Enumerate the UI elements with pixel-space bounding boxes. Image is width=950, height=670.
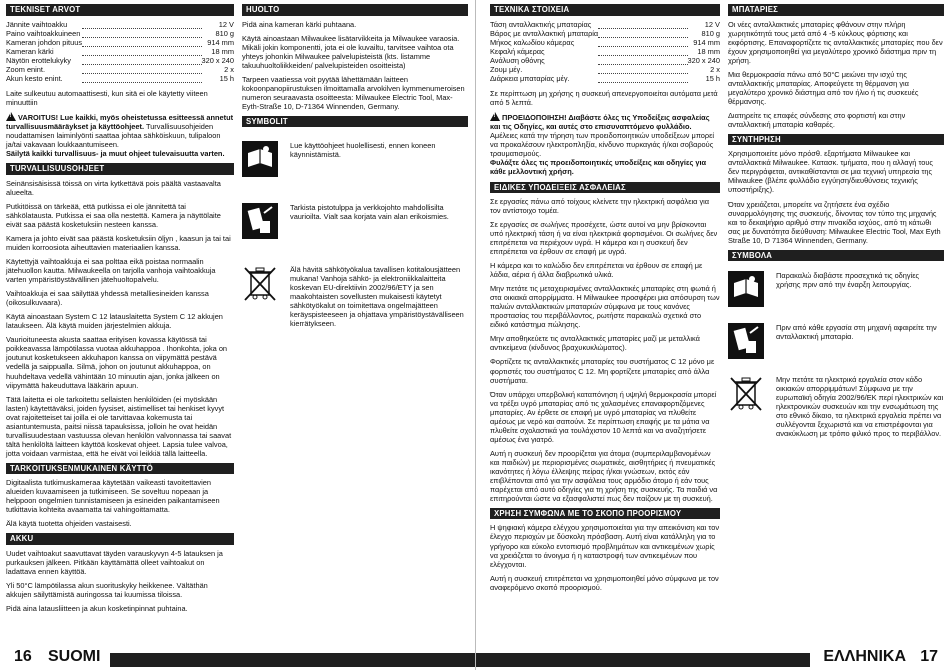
- page-number: 17: [920, 648, 938, 666]
- spec-leader-dots: [82, 38, 202, 47]
- service-paragraph: Όταν χρειάζεται, μπορείτε να ζητήσετε ένα σχέδιο συναρμολόγησης της συσκευής, δίνοντας τον τύπο της μηχανής και το δεκαψήφιο αριθμό στην πινακίδα ισχύος, από τη κάτωθι σας με δυνατότητα διεύθυνση: Milwaukee Electric Tool, Max Eyth Straße 10, D 71364 Winnenden, Germany.: [728, 199, 941, 245]
- spec-leader-dots: [82, 29, 202, 38]
- spec-row: [6, 65, 234, 74]
- safety-paragraph: Αυτή η συσκευή δεν προορίζεται για άτομα (συμπεριλαμβανομένων και παιδιών) με περιορισμένες σωματικές, αισθητήριες ή πνευματικές ικανότητες ή λόγω έλλειψης πείρας ή/και γνώσεων, εκτός εάν επιβλέπονται από για την ασφάλεια τους αρμόδιο άτομο ή εάν τους παρέχεται από αυτό οδηγίες για τη χρήση της συσκευής. Τα παιδιά να επιτηρούνται ώστε να εξασφαλιστεί πως δεν παίζουν με τη συσκευή.: [490, 448, 718, 503]
- auto-off-note: Laite sulkeutuu automaattisesti, kun sitä ei ole käytetty viiteen minuuttiin: [6, 89, 208, 108]
- spec-leader-dots: [82, 65, 202, 74]
- spec-label: Paino vaihtoakkuineen: [6, 28, 81, 38]
- warning-paragraph: [6, 112, 234, 158]
- spec-leader-dots: [598, 20, 687, 29]
- auto-off-note: Σε περίπτωση μη χρήσης η συσκευή απενεργοποιείται αυτόματα μετά από 5 λεπτά.: [490, 89, 718, 108]
- unplug-battery-icon: [242, 203, 278, 241]
- tech-header: ΤΕΧΝΙΚΑ ΣΤΟΙΧΕΙΑ: [490, 4, 720, 16]
- usage-header: ΧΡΗΣΗ ΣΥΜΦΩΝΑ ΜΕ ΤΟ ΣΚΟΠΟ ΠΡΟΟΡΙΣΜΟΥ: [490, 508, 720, 520]
- spec-label: Zoom enint.: [6, 64, 46, 74]
- safety-header: ΕΙΔΙΚΕΣ ΥΠΟΔΕΙΞΕΙΣ ΑΣΦΑΛΕΙΑΣ: [490, 182, 720, 194]
- spec-row: [6, 56, 234, 65]
- spec-value: 810 g: [215, 28, 234, 38]
- safety-paragraph: Σε εργασίες σε σωλήνες προσέχετε, ώστε αυτοί να μην βρίσκονται υπό ηλεκτρική τάση ή να είναι ηλεκτρικά φορτισμένοι. Οι σωλήνες δεν επιτρέπεται να περιέχουν υγρά. Η κάμερα και η συσκευή δεν επιτρέπεται να έρθουν σε επαφή με υγρά.: [490, 220, 718, 257]
- spec-value: 2 x: [224, 64, 234, 74]
- symbol-text: Tarkista pistotulppa ja verkkojohto mahdollisilta vaurioilta. Vialt saa korjata vain alan erikoismies.: [290, 203, 449, 222]
- warning-bold: ΠΡΟΕΙΔΟΠΟΙΗΣΗ! Διαβάστε όλες τις Υποδείξεις ασφαλείας και τις Οδηγίες, και αυτές στο επισυναπτόμενο φυλλάδιο.: [490, 113, 710, 132]
- symbol-row: [242, 203, 468, 241]
- spec-value: 914 mm: [693, 37, 720, 47]
- symbol-row: [728, 271, 944, 309]
- spec-value: 810 g: [701, 28, 720, 38]
- spec-leader-dots: [82, 47, 202, 56]
- spec-row: [490, 20, 720, 29]
- spec-leader-dots: [82, 56, 202, 65]
- symbol-row: [728, 375, 944, 438]
- battery-paragraph: Pidä aina latausliitteen ja akun kosketinpinnat puhtaina.: [6, 604, 188, 614]
- safety-list: [6, 179, 234, 458]
- spec-leader-dots: [598, 47, 687, 56]
- read-manual-icon: [242, 141, 278, 179]
- symbol-text: Παρακαλώ διαβάστε προσεχτικά τις οδηγίες χρήσης πριν από την έναρξη λειτουργίας.: [776, 271, 920, 290]
- read-manual-icon: [728, 271, 764, 309]
- service-header: ΣΥΝΤΗΡΗΣΗ: [728, 134, 944, 146]
- battery-paragraph: Οι νέες ανταλλακτικές μπαταρίες φθάνουν στην πλήρη χωρητικότητά τους μετά από 4 -5 κύκλους φόρτισης και εκφόρτισης. Επαναφορτίζετε τις ανταλλακτικές μπαταρίες που δεν έχουν χρησιμοποιηθεί για μεγαλύτερο χρονικό διάστημα πριν τη χρήση.: [728, 19, 943, 65]
- safety-paragraph: Vaihtoakkuja ei saa säilyttää yhdessä metalliesineiden kanssa (oikosulkuvaara).: [6, 289, 209, 308]
- spec-row: [490, 74, 720, 83]
- symbol-row: [242, 265, 468, 328]
- spec-value: 2 x: [710, 64, 720, 74]
- service-header: HUOLTO: [242, 4, 468, 16]
- warning-text: Turvallisuusohjeiden noudattamisen laiminlyönti saattaa johtaa sähköiskuun, tulipaloon ja/tai vakavaan loukkaantumiseen.: [6, 122, 221, 150]
- spec-row: [6, 20, 234, 29]
- safety-paragraph: Μην αποθηκεύετε τις ανταλλακτικές μπαταρίες μαζί με μεταλλικά αντικείμενα (κίνδυνος βραχυκυκλώματος).: [490, 334, 700, 353]
- spec-row: [490, 47, 720, 56]
- right-page: [476, 0, 950, 670]
- spec-label: Διάρκεια μπαταρίας μέγ.: [490, 73, 570, 83]
- tech-specs-table: [6, 20, 234, 84]
- usage-paragraph: Älä käytä tuotetta ohjeiden vastaisesti.: [6, 519, 132, 529]
- spec-value: 15 h: [705, 73, 720, 83]
- safety-paragraph: Φορτίζετε τις ανταλλακτικές μπαταρίες του συστήματος C 12 μόνο με φορτιστές του συστήματος C 12. Μη φορτίζετε μπαταρίες από άλλα συστήματα.: [490, 357, 715, 385]
- spec-row: [6, 74, 234, 83]
- spec-leader-dots: [598, 56, 687, 65]
- spec-value: 320 x 240: [687, 55, 720, 65]
- safety-paragraph: Käytä ainoastaan System C 12 latauslaitetta System C 12 akkujen lataukseen. Älä käytä muiden järjestelmien akkuja.: [6, 312, 223, 331]
- spec-row: [490, 56, 720, 65]
- symbol-text: Älä hävitä sähkötyökalua tavallisen kotitalousjätteen mukana! Vanhoja sähkö- ja elektroniikkalaitteita koskevan EU-direktiivin 2002/96/ETY ja sen maakohtaisten sovellusten mukaisesti käytetyt sähkötyökalut on toimitettava ongelmajätteen keräyspisteeseen ja ohjattava ympäristöystävälliseen kierrätykseen.: [290, 265, 464, 329]
- right-footer: [476, 648, 950, 670]
- spec-value: 15 h: [219, 73, 234, 83]
- spec-label: Näytön erottelukyky: [6, 55, 71, 65]
- service-paragraph: Käytä ainoastaan Milwaukee lisätarvikkeita ja Milwaukee varaosia. Mikäli jokin komponentti, jota ei ole kuvailtu, tarvitsee vaihtoa ota yhteys johonkin Milwaukee palvelupisteistä (kts. listamme takuuhuoltoliikkeiden/ palvelupisteiden osoitteista): [242, 33, 460, 70]
- spec-label: Ζουμ μέγ.: [490, 64, 523, 74]
- symbol-row: [728, 323, 944, 361]
- safety-paragraph: Putkitöissä on tärkeää, että putkissa ei ole jännitettä tai sähkölatausta. Putkissa ei saa olla nestettä. Kamera ja näyttölaite eivät saa päästä kosketuksiin nesteen kanssa.: [6, 202, 221, 230]
- spec-row: [490, 38, 720, 47]
- left-column-1: [6, 4, 234, 618]
- spec-row: [6, 29, 234, 38]
- safety-paragraph: Vaurioituneesta akusta saattaa erityisen kovassa käytössä tai poikkeavassa lämpötilassa vuotaa akkuhappoa . Ihonkohta, joka on joutunut kosketukseen akkuhapon kanssa on viipymättä pestävä vedellä ja saippualla. Silmä, johon on joutunut akkuhappoa, on huuhdeltava vedellä vähintään 10 minuutin ajan, jonka jälkeen on viipymättä hakeuduttava lääkärin apuun.: [6, 335, 228, 390]
- spec-label: Jännite vaihtoakku: [6, 19, 68, 29]
- spec-value: 320 x 240: [201, 55, 234, 65]
- safety-paragraph: Σε εργασίες πάνω από τοίχους κλείνετε την ηλεκτρική ασφάλεια για τον αντίστοιχο τομέα.: [490, 197, 710, 216]
- spec-leader-dots: [82, 74, 202, 83]
- spec-label: Akun kesto enint.: [6, 73, 63, 83]
- left-footer: [0, 648, 475, 670]
- safety-header: TURVALLISUUSOHJEET: [6, 163, 234, 175]
- page-number: 16: [14, 648, 32, 666]
- service-paragraph: Pidä aina kameran kärki puhtaana.: [242, 19, 357, 29]
- warning-keep: Säilytä kaikki turvallisuus- ja muut ohjeet tulevaisuutta varten.: [6, 149, 225, 159]
- spec-row: [490, 29, 720, 38]
- symbol-text: Lue käyttöohjeet huolellisesti, ennen koneen käynnistämistä.: [290, 141, 436, 160]
- usage-paragraph: Αυτή η συσκευή επιτρέπεται να χρησιμοποιηθεί μόνο σύμφωνα με τον αναφερόμενο σκοπό προορισμού.: [490, 573, 719, 592]
- left-column-2: [242, 4, 468, 341]
- usage-header: TARKOITUKSENMUKAINEN KÄYTTÖ: [6, 463, 234, 475]
- safety-paragraph: Η κάμερα και το καλώδιο δεν επιτρέπεται να έρθουν σε επαφή με λάδια, αέρια ή άλλα διαβρωτικά υλικά.: [490, 261, 703, 280]
- symbol-text: Μην πετάτε τα ηλεκτρικά εργαλεία στον κάδο οικιακών απορριμμάτων! Σύμφωνα με την ευρωπαϊκή οδηγία 2002/96/ΕΚ περί ηλεκτρικών και ηλεκτρονικών συσκευών και την ενσωμάτωση της στο εθνικό δίκαιο, τα ηλεκτρικά εργαλεία πρέπει να συλλέγονται ξεχωριστά και να επιστρέφονται για ανακύκλωση με τρόπο φιλικό προς το περιβάλλον.: [776, 375, 944, 439]
- language-label: ΕΛΛΗΝΙΚΑ: [823, 648, 906, 666]
- battery-paragraph: Uudet vaihtoakut saavuttavat täyden varauskyvyn 4-5 latauksen ja purkauksen jälkeen. Pitkään käyttämättä olleet vaihtoakut on ladattava ennen käyttöä.: [6, 548, 223, 576]
- spec-value: 12 V: [704, 19, 720, 29]
- battery-paragraph: Yli 50°C lämpötilassa akun suorituskyky heikkenee. Vältäthän akkujen säilyttämistä auringossa tai kuumissa tiloissa.: [6, 581, 208, 600]
- service-paragraph: Tarpeen vaatiessa voit pyytää lähettämään laitteen kokoonpanopiirustuksen ilmoittamalla arvokilven kymmenumeroisen numeron seuraavasta osoitteesta: Milwaukee Electric Tool, Max-Eyth-Straße 10, D-71364 Winnenden, Germany.: [242, 74, 465, 111]
- unplug-battery-icon: [728, 323, 764, 361]
- weee-bin-icon: [728, 375, 764, 413]
- warning-keep: Φυλάξτε όλες τις προειδοποιητικές υποδείξεις και οδηγίες για κάθε μελλοντική χρήση.: [490, 158, 707, 177]
- safety-paragraph: Seinänsisäisissä töissä on virta kytkettävä pois päältä vastaavalta alueelta.: [6, 178, 221, 197]
- spec-leader-dots: [598, 65, 687, 74]
- spec-leader-dots: [598, 29, 687, 38]
- battery-header: ΜΠΑΤΑΡΙΕΣ: [728, 4, 944, 16]
- safety-paragraph: Μην πετάτε τις μεταχειρισμένες ανταλλακτικές μπαταρίες στη φωτιά ή στα οικιακά απορρίμματα. Η Milwaukee προσφέρει μια απόσυρση των παλιών ανταλλακτικών μπαταριών σύμφωνα με τους κανόνες προστασίας του περιβάλλοντος, ρωτήστε παρακαλώ σχετικά στο ειδικό κατάστημα πώλησης.: [490, 284, 720, 330]
- safety-paragraph: Tätä laitetta ei ole tarkoitettu sellaisten henkilöiden (ei myöskään lasten) käytettäväksi, joiden fyysiset, aistimelliset tai henkiset kyvyt ovat rajoitetteiset tai joilla ei ole tarvittavaa kokemusta tai asiantuntemusta, paitsi niissä tapauksissa, jolloin he ovat heidän turvallisuudestaan vastuussa olevan henkilön valvonnassa tai saavat tältä henkilöltä laitteen käyttöä koskevat ohjeet. Lapsia tulee valvoa, jotta voidaan varmistaa, että he eivät voi leikkiä tällä laitteella.: [6, 394, 232, 458]
- safety-paragraph: Όταν υπάρχει υπερβολική καταπόνηση ή υψηλή θερμοκρασία μπορεί να τρέξει υγρό μπαταρίας από τις χαλασμένες επαναφορτιζόμενες μπαταρίες. Αν έρθετε σε επαφή με υγρό μπαταρίας να πλυθείτε αμέσως με νερό και σαπούνι. Σε περίπτωση επαφής με τα μάτια να πλυθείτε σχολαστικά για τουλάχιστον 10 λεπτά και να αναζητήσετε αμέσως ένα γιατρό.: [490, 389, 717, 444]
- footer-bar: [476, 653, 810, 667]
- spec-label: Ανάλυση οθόνης: [490, 55, 545, 65]
- symbol-text: Πριν από κάθε εργασία στη μηχανή αφαιρείτε την ανταλλακτική μπαταρία.: [776, 323, 937, 342]
- footer-bar: [110, 653, 475, 667]
- spec-row: [6, 38, 234, 47]
- safety-paragraph: Käytettyjä vaihtoakkuja ei saa polttaa eikä poistaa normaalin jätehuollon kautta. Milwaukeella on tarjolla vanhoja vaihtoakkuja varten ympäristöystävällinen jätehuoltopalvelu.: [6, 257, 216, 285]
- spec-value: 18 mm: [697, 46, 720, 56]
- spec-leader-dots: [82, 20, 202, 29]
- warning-text: Αμέλειες κατά την τήρηση των προειδοποιητικών υποδείξεων μπορεί να προκαλέσουν ηλεκτροπληξία, κίνδυνο πυρκαγιάς ή/και σοβαρούς τραυματισμούς.: [490, 131, 715, 159]
- spec-label: Kameran kärki: [6, 46, 54, 56]
- language-label: SUOMI: [48, 648, 101, 666]
- spec-leader-dots: [598, 74, 687, 83]
- safety-paragraph: Kamera ja johto eivät saa päästä kosketuksiin öljyn , kaasun ja tai tai muiden korroosiota aiheuttavien materiaalien kanssa.: [6, 234, 231, 253]
- usage-paragraph: Η ψηφιακή κάμερα ελέγχου χρησιμοποιείται για την απεικόνιση και τον έλεγχο περιοχών με δύσκολη πρόσβαση. Αυτή είναι κατάλληλη για το γρήγορο και εύκολο εντοπισμό προβλημάτων και αντικειμένων χωρίς να χρειάζεται το άνοιγμα ή η καταστροφή των αντικειμένων που ελέγχονται.: [490, 523, 720, 569]
- symbol-row: [242, 141, 468, 179]
- weee-bin-icon: [242, 265, 278, 303]
- tech-specs-table: [490, 20, 720, 84]
- spec-value: 18 mm: [211, 46, 234, 56]
- battery-paragraph: Μια θερμοκρασία πάνω από 50°C μειώνει την ισχύ της ανταλλακτικής μπαταρίας. Αποφεύγετε τη θέρμανση για μεγαλύτερο χρονικό διάστημα από τον ήλιο ή τις συσκευές θέρμανσης.: [728, 69, 919, 106]
- battery-header: AKKU: [6, 533, 234, 545]
- spec-label: Βάρος με ανταλλακτική μπαταρία: [490, 28, 599, 38]
- spec-label: Κεφαλή κάμερας: [490, 46, 545, 56]
- spec-label: Μήκος καλωδίου κάμερας: [490, 37, 575, 47]
- symbols-header: ΣΥΜΒΟΛΑ: [728, 250, 944, 262]
- warning-bold: VAROITUS! Lue kaikki, myös oheistetussa esitteessä annetut turvallisuusmääräykset ja käyttöohjeet.: [6, 113, 234, 132]
- symbols-header: SYMBOLIT: [242, 116, 468, 128]
- spec-value: 12 V: [218, 19, 234, 29]
- spec-value: 914 mm: [207, 37, 234, 47]
- tech-header: TEKNISET ARVOT: [6, 4, 234, 16]
- spec-label: Kameran johdon pituus: [6, 37, 83, 47]
- warning-paragraph: [490, 112, 720, 176]
- right-column-1: [490, 4, 720, 597]
- battery-paragraph: Διατηρείτε τις επαφές σύνδεσης στο φορτιστή και στην ανταλλακτική μπαταρία καθαρές.: [728, 110, 906, 129]
- spec-leader-dots: [598, 38, 687, 47]
- right-column-2: [728, 4, 944, 450]
- warning-icon: [490, 112, 500, 121]
- spec-row: [6, 47, 234, 56]
- spec-row: [490, 65, 720, 74]
- spec-label: Τάση ανταλλακτικής μπαταρίας: [490, 19, 592, 29]
- service-paragraph: Χρησιμοποιείτε μόνο πρόσθ. εξαρτήματα Milwaukee και ανταλλακτικά Milwaukee. Κατασκ. τμήματα, που η αλλαγή τους δεν περιγράφεται, αντικαθίστανται σε μια τεχνική υπηρεσία της Milwaukee (βλέπε φυλλάδιο εγγύηση/διευθύνσεις τεχνικής υποστήριξης).: [728, 149, 933, 195]
- warning-icon: [6, 112, 16, 121]
- usage-paragraph: Digitaalista tutkimuskameraa käytetään vaikeasti tavoitettavien alueiden kuvaamiseen ja tutkimiseen. Se soveltuu nopeaan ja helppoon ongelmien tunnistamiseen ja esineiden paikantamiseen tutkittavia kohteita avaamatta tai vahingoittamatta.: [6, 478, 220, 515]
